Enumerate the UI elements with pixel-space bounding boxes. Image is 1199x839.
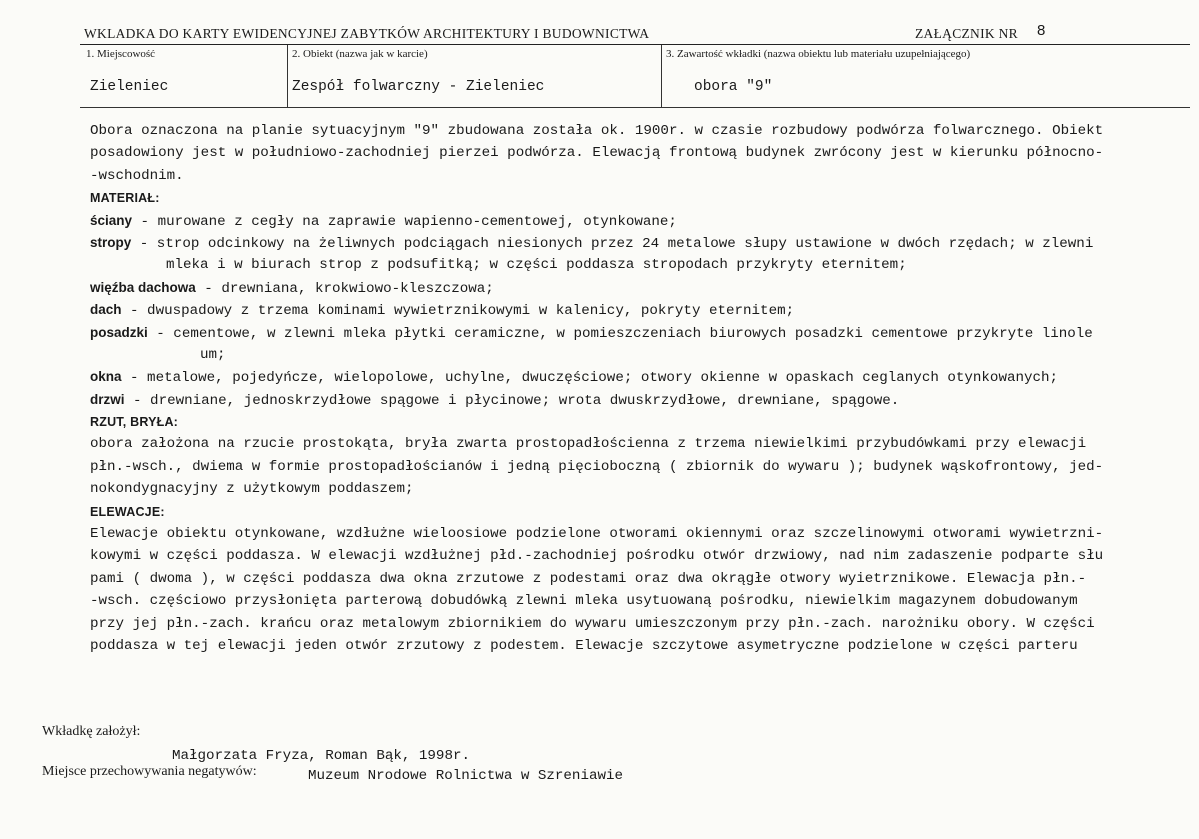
elevations-line: poddasza w tej elewacji jeden otwór zrzutowy z podestem. Elewacje szczytowe asymetryczne podzielone w części parteru: [90, 637, 1078, 654]
material-text: - drewniana, krokwiowo-kleszczowa;: [195, 280, 494, 297]
material-floors-cont: um;: [200, 346, 226, 363]
founder-value: Małgorzata Fryza, Roman Bąk, 1998r.: [172, 748, 470, 764]
material-text: - drewniane, jednoskrzydłowe spągowe i płycinowe; wrota dwuskrzydłowe, drewniane, spągowe.: [124, 392, 900, 409]
negatives-storage-value: Muzeum Nrodowe Rolnictwa w Szreniawie: [308, 768, 624, 784]
material-ceilings: [90, 232, 1110, 254]
material-term: stropy: [90, 234, 132, 250]
material-term: okna: [90, 369, 122, 385]
elevations-line: przy jej płn.-zach. krańcu oraz metalowym zbiornikiem do wywaru umieszczonym przy płn.-zach. narożniku obory. W części: [90, 615, 1095, 632]
material-walls: [90, 210, 1110, 232]
negatives-storage-label: Miejsce przechowywania negatywów:: [42, 764, 257, 779]
plan-line: nokondygnacyjny z użytkowym poddaszem;: [90, 481, 414, 498]
material-roof-truss: [90, 277, 1110, 299]
elevations-line: -wsch. częściowo przysłonięta parterową dobudówką zlewni mleka usytuowaną pośrodku, niewielkim magazynem dobudowanym: [90, 593, 1078, 610]
plan-line: obora założona na rzucie prostokąta, bryła zwarta prostopadłościenna z trzema niewielkimi przybudówkami przy elewacji: [90, 436, 1087, 453]
material-text: - cementowe, w zlewni mleka płytki ceramiczne, w pomieszczeniach biurowych posadzki cementowe przykryte linole: [147, 325, 1093, 342]
material-term: dach: [90, 302, 122, 318]
material-roof: [90, 299, 1110, 321]
material-text: - strop odcinkowy na żeliwnych podciągach niesionych przez 24 metalowe słupy ustawione w dwóch rzędach; w zlewni: [131, 235, 1094, 252]
intro-line: -wschodnim.: [90, 167, 184, 184]
material-term: więźba dachowa: [90, 279, 196, 295]
intro-line: Obora oznaczona na planie sytuacyjnym "9" zbudowana została ok. 1900r. w czasie rozbudowy podwórza folwarcznego. Obiekt: [90, 123, 1104, 139]
field-object: [287, 45, 661, 107]
field-locality-value: Zieleniec: [90, 79, 169, 95]
annex-number: 8: [1037, 22, 1046, 39]
material-heading: MATERIAŁ:: [90, 191, 160, 206]
material-doors: [90, 389, 1110, 411]
material-term: drzwi: [90, 391, 125, 407]
field-content-header: 3. Zawartość wkładki (nazwa obiektu lub materiału uzupełniającego): [666, 48, 971, 60]
elevations-heading: ELEWACJE:: [90, 504, 165, 519]
elevations-line: pami ( dwoma ), w części poddasza dwa okna zrzutowe z podestami oraz dwa okrągłe otwory wyietrznikowe. Elewacja płn.-: [90, 570, 1087, 587]
field-content-value: obora "9": [694, 79, 773, 95]
field-locality-header: 1. Miejscowość: [86, 48, 156, 60]
field-object-value: Zespół folwarczny - Zieleniec: [292, 79, 545, 95]
material-term: ściany: [90, 212, 133, 228]
field-content: [661, 45, 1191, 107]
elevations-line: kowymi w części poddasza. W elewacji wzdłużnej płd.-zachodniej pośrodku otwór drzwiowy, nad nim zadaszenie podparte słu: [90, 548, 1104, 565]
material-ceilings-cont: mleka i w biurach strop z podsufitką; w części poddasza stropodach przykryty eternitem;: [166, 257, 907, 274]
material-text: - dwuspadowy z trzema kominami wywietrznikowymi w kalenicy, pokryty eternitem;: [121, 303, 795, 320]
plan-line: płn.-wsch., dwiema w formie prostopadłościanów i jedną pięcioboczną ( zbiornik do wywaru ); budynek wąskofrontowy, jed-: [90, 458, 1104, 475]
form-title: WKLADKA DO KARTY EWIDENCYJNEJ ZABYTKÓW ARCHITEKTURY I BUDOWNICTWA: [84, 26, 650, 41]
material-floors: [90, 322, 1110, 344]
annex-label: ZAŁĄCZNIK NR: [915, 26, 1018, 41]
header-fields-table: [80, 44, 1190, 108]
field-locality: [80, 45, 286, 107]
founder-label: Wkładkę założył:: [42, 724, 141, 739]
plan-heading: RZUT, BRYŁA:: [90, 415, 179, 430]
field-object-header: 2. Obiekt (nazwa jak w karcie): [292, 48, 428, 60]
elevations-line: Elewacje obiektu otynkowane, wzdłużne wieloosiowe podzielone otworami okiennymi oraz szczelinowymi otworami wywietrzni-: [90, 526, 1104, 543]
intro-line: posadowiony jest w południowo-zachodniej pierzei podwórza. Elewacją frontową budynek zwrócony jest w kierunku północno-: [90, 145, 1104, 162]
material-term: posadzki: [90, 324, 148, 340]
material-text: - murowane z cegły na zaprawie wapienno-cementowej, otynkowane;: [132, 213, 677, 230]
description-body: [90, 120, 1110, 657]
material-text: - metalowe, pojedyńcze, wielopolowe, uchylne, dwuczęściowe; otwory okienne w opaskach ceglanych otynkowanych;: [121, 370, 1059, 387]
material-windows: [90, 366, 1110, 388]
